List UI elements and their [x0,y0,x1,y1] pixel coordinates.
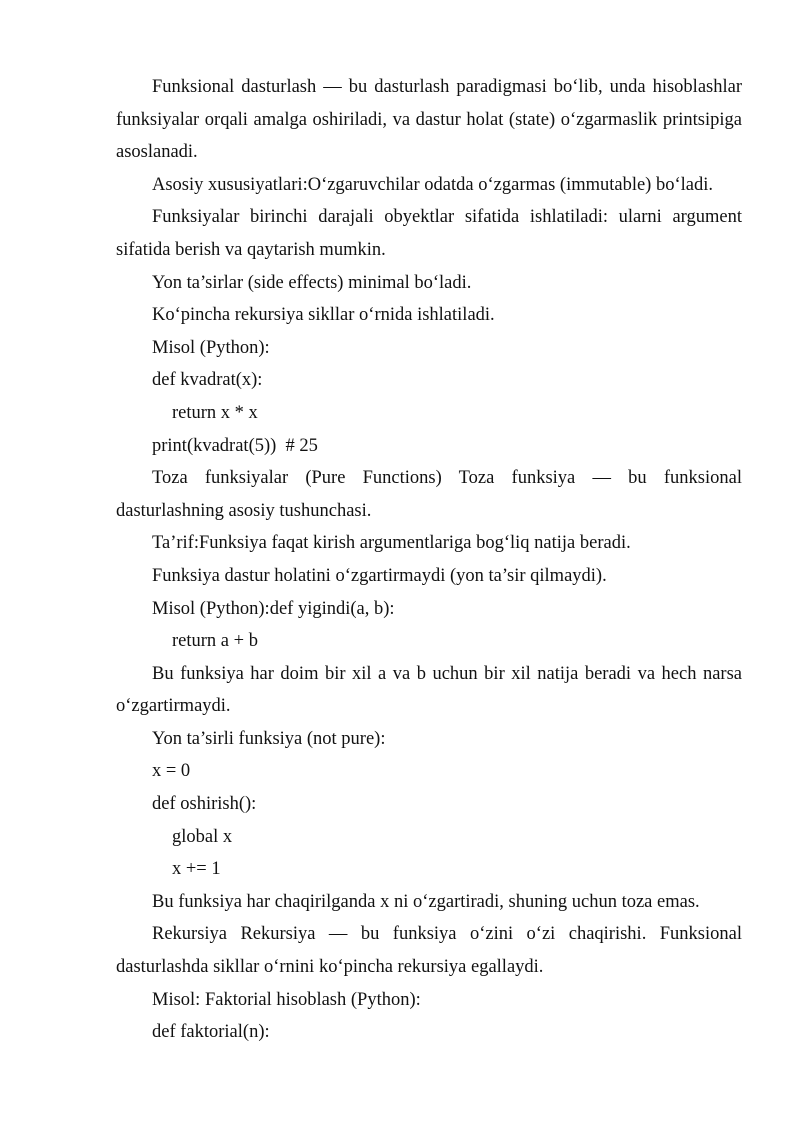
paragraph-not-pure-explanation: Bu funksiya har chaqirilganda x ni o‘zgartiradi, shuning uchun toza emas. [152,891,700,912]
paragraph-no-state-change: Funksiya dastur holatini o‘zgartirmaydi (yon ta’sir qilmaydi). [152,565,607,586]
paragraph-example-label: Misol (Python): [152,337,270,358]
paragraph-example-label-2: Misol (Python):def yigindi(a, b): [152,598,395,619]
code-line: x = 0 [152,761,191,782]
code-line-indented: global x [172,826,233,847]
code-line-indented: return x * x [172,402,258,423]
paragraph-not-pure-label: Yon ta’sirli funksiya (not pure): [152,728,386,749]
code-line: def faktorial(n): [152,1022,270,1043]
paragraph-definition: Funksional dasturlash — bu dasturlash paradigmasi bo‘lib, unda hisoblashlar funksiyalar orqali amalga oshiriladi, va dastur holat (state) o‘zgarmaslik printsipiga asoslanadi. [116,77,742,163]
paragraph-definition-pure: Ta’rif:Funksiya faqat kirish argumentlariga bog‘liq natija beradi. [152,533,631,554]
paragraph-factorial-label: Misol: Faktorial hisoblash (Python): [152,989,421,1010]
paragraph-features-intro: Asosiy xususiyatlari:O‘zgaruvchilar odatda o‘zgarmas (immutable) bo‘ladi. [152,174,713,195]
code-line: def oshirish(): [152,794,257,815]
code-line: print(kvadrat(5)) # 25 [152,435,318,456]
code-line-indented: x += 1 [172,859,221,880]
paragraph-recursion-note: Ko‘pincha rekursiya sikllar o‘rnida ishlatiladi. [152,305,495,326]
paragraph-first-class-functions: Funksiyalar birinchi darajali obyektlar sifatida ishlatiladi: ularni argument sifatida berish va qaytarish mumkin. [116,207,742,260]
document-body [116,71,742,1049]
paragraph-pure-explanation: Bu funksiya har doim bir xil a va b uchun bir xil natija beradi va hech narsa o‘zgartirmaydi. [116,663,742,717]
paragraph-side-effects: Yon ta’sirlar (side effects) minimal bo‘ladi. [152,272,472,293]
paragraph-recursion: Rekursiya Rekursiya — bu funksiya o‘zini o‘zi chaqirishi. Funksional dasturlashda sikllar o‘rnini ko‘pincha rekursiya egallaydi. [116,924,742,978]
code-line-indented: return a + b [172,631,258,652]
paragraph-pure-functions: Toza funksiyalar (Pure Functions) Toza funksiya — bu funksional dasturlashning asosiy tushunchasi. [116,468,742,521]
code-line: def kvadrat(x): [152,370,263,391]
